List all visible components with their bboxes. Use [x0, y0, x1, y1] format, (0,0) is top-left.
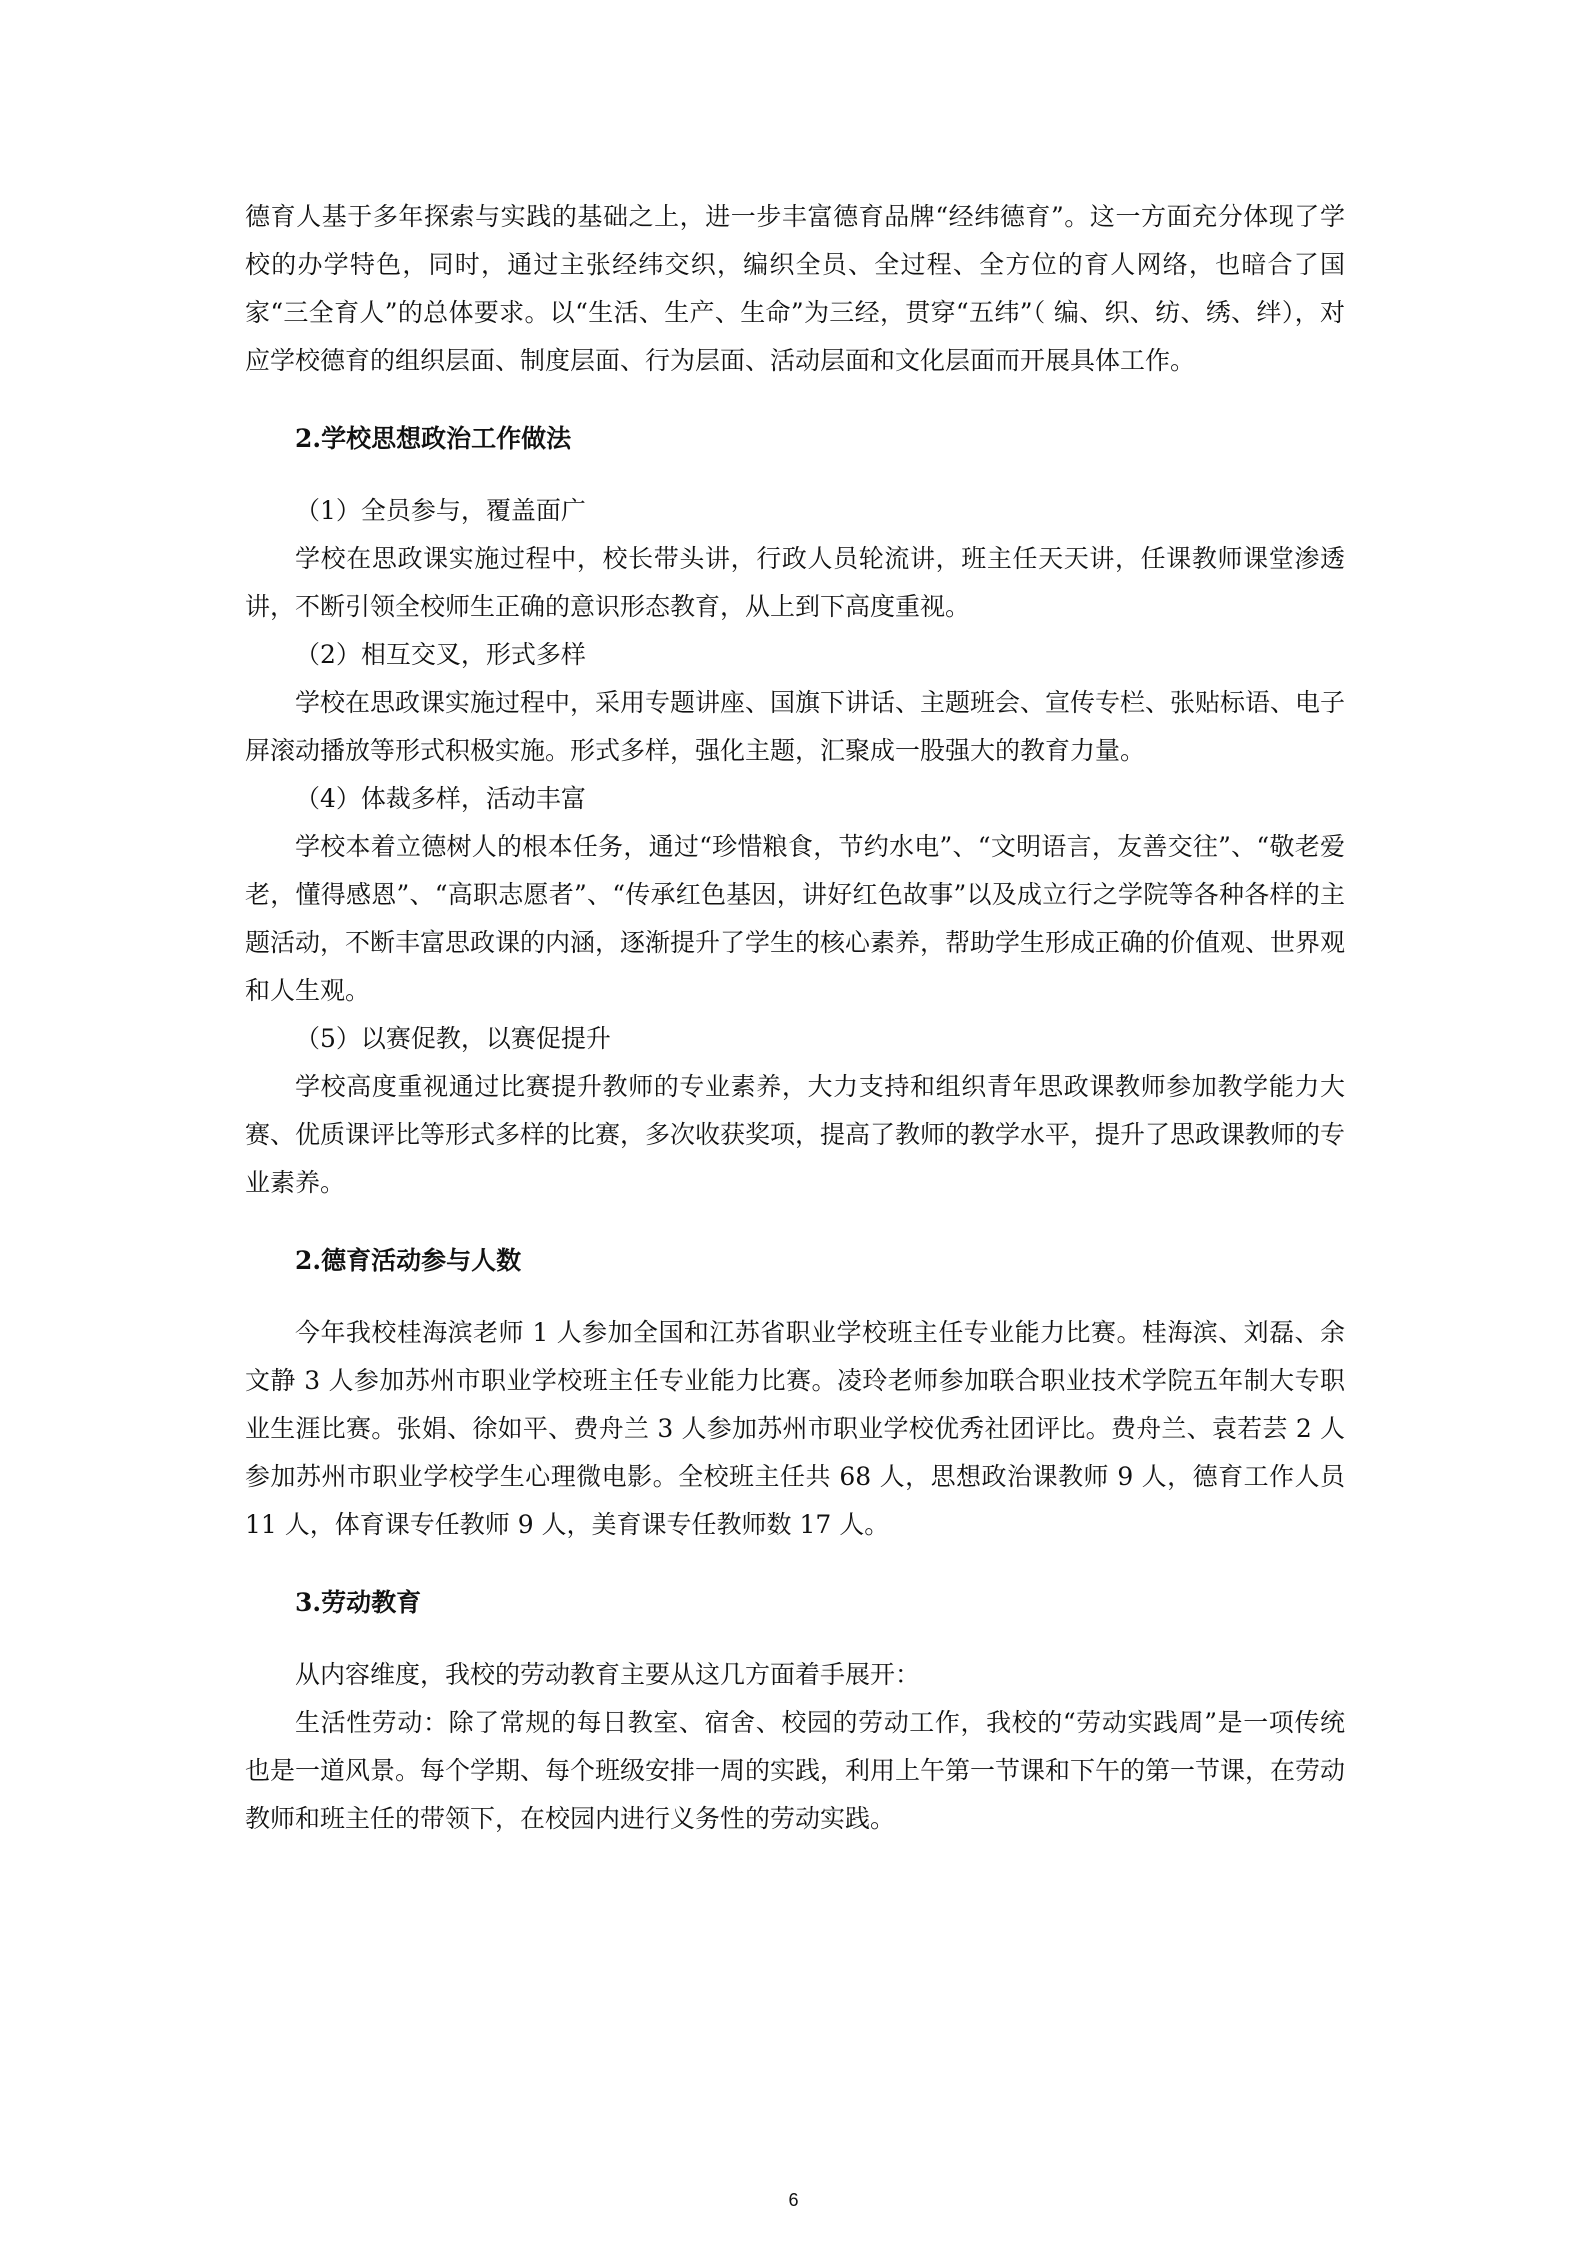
section-heading-participation: 2.德育活动参与人数	[295, 1246, 522, 1275]
subheading-diverse-forms: （2）相互交叉，形式多样	[295, 640, 586, 669]
spacer	[245, 463, 1345, 487]
paragraph-labor-life: 生活性劳动：除了常规的每日教室、宿舍、校园的劳动工作，我校的“劳动实践周”是一项传统也是一道风景。每个学期、每个班级安排一周的实践，利用上午第一节课和下午的第一节课，在劳动教师和班主任的带领下，在校园内进行义务性的劳动实践。	[245, 1708, 1346, 1833]
intro-paragraph: 德育人基于多年探索与实践的基础之上，进一步丰富德育品牌“经纬德育”。这一方面充分体现了学校的办学特色，同时，通过主张经纬交织，编织全员、全过程、全方位的育人网络，也暗合了国家“三全育人”的总体要求。以“生活、生产、生命”为三经，贯穿“五纬”（ 编、织、纺、绣、绊），对应学校德育的组织层面、制度层面、行为层面、活动层面和文化层面而开展具体工作。	[245, 202, 1345, 375]
paragraph-rich-activities: 学校本着立德树人的根本任务，通过“珍惜粮食，节约水电”、“文明语言，友善交往”、“敬老爱老，懂得感恩”、“高职志愿者”、“传承红色基因，讲好红色故事”以及成立行之学院等各种各样的主题活动，不断丰富思政课的内涵，逐渐提升了学生的核心素养，帮助学生形成正确的价值观、世界观和人生观。	[245, 832, 1346, 1005]
spacer	[245, 1627, 1345, 1651]
spacer	[245, 1207, 1345, 1237]
subheading-rich-activities: （4）体裁多样，活动丰富	[295, 784, 586, 813]
page-number: 6	[788, 2190, 799, 2210]
paragraph-competitions: 学校高度重视通过比赛提升教师的专业素养，大力支持和组织青年思政课教师参加教学能力大赛、优质课评比等形式多样的比赛，多次收获奖项，提高了教师的教学水平，提升了思政课教师的专业素养。	[245, 1072, 1346, 1197]
spacer	[245, 1285, 1345, 1309]
section-heading-ideology: 2.学校思想政治工作做法	[295, 424, 572, 453]
page-content	[245, 193, 1345, 1843]
paragraph-participation: 今年我校桂海滨老师 1 人参加全国和江苏省职业学校班主任专业能力比赛。桂海滨、刘磊、余文静 3 人参加苏州市职业学校班主任专业能力比赛。凌玲老师参加联合职业技术学院五年制大专职业生涯比赛。张娟、徐如平、费舟兰 3 人参加苏州市职业学校优秀社团评比。费舟兰、袁若芸 2 人参加苏州市职业学校学生心理微电影。全校班主任共 68 人，思想政治课教师 9 人，德育工作人员 11 人，体育课专任教师 9 人，美育课专任教师数 17 人。	[245, 1318, 1345, 1539]
subheading-competitions: （5）以赛促教，以赛促提升	[295, 1024, 611, 1053]
subheading-full-participation: （1）全员参与，覆盖面广	[295, 496, 586, 525]
spacer	[245, 1549, 1345, 1579]
section-heading-labor: 3.劳动教育	[295, 1588, 422, 1617]
spacer	[245, 385, 1345, 415]
paragraph-full-participation: 学校在思政课实施过程中，校长带头讲，行政人员轮流讲，班主任天天讲，任课教师课堂渗透讲，不断引领全校师生正确的意识形态教育，从上到下高度重视。	[245, 544, 1345, 621]
paragraph-diverse-forms: 学校在思政课实施过程中，采用专题讲座、国旗下讲话、主题班会、宣传专栏、张贴标语、电子屏滚动播放等形式积极实施。形式多样，强化主题，汇聚成一股强大的教育力量。	[245, 688, 1346, 765]
paragraph-labor-intro: 从内容维度，我校的劳动教育主要从这几方面着手展开：	[295, 1660, 921, 1689]
